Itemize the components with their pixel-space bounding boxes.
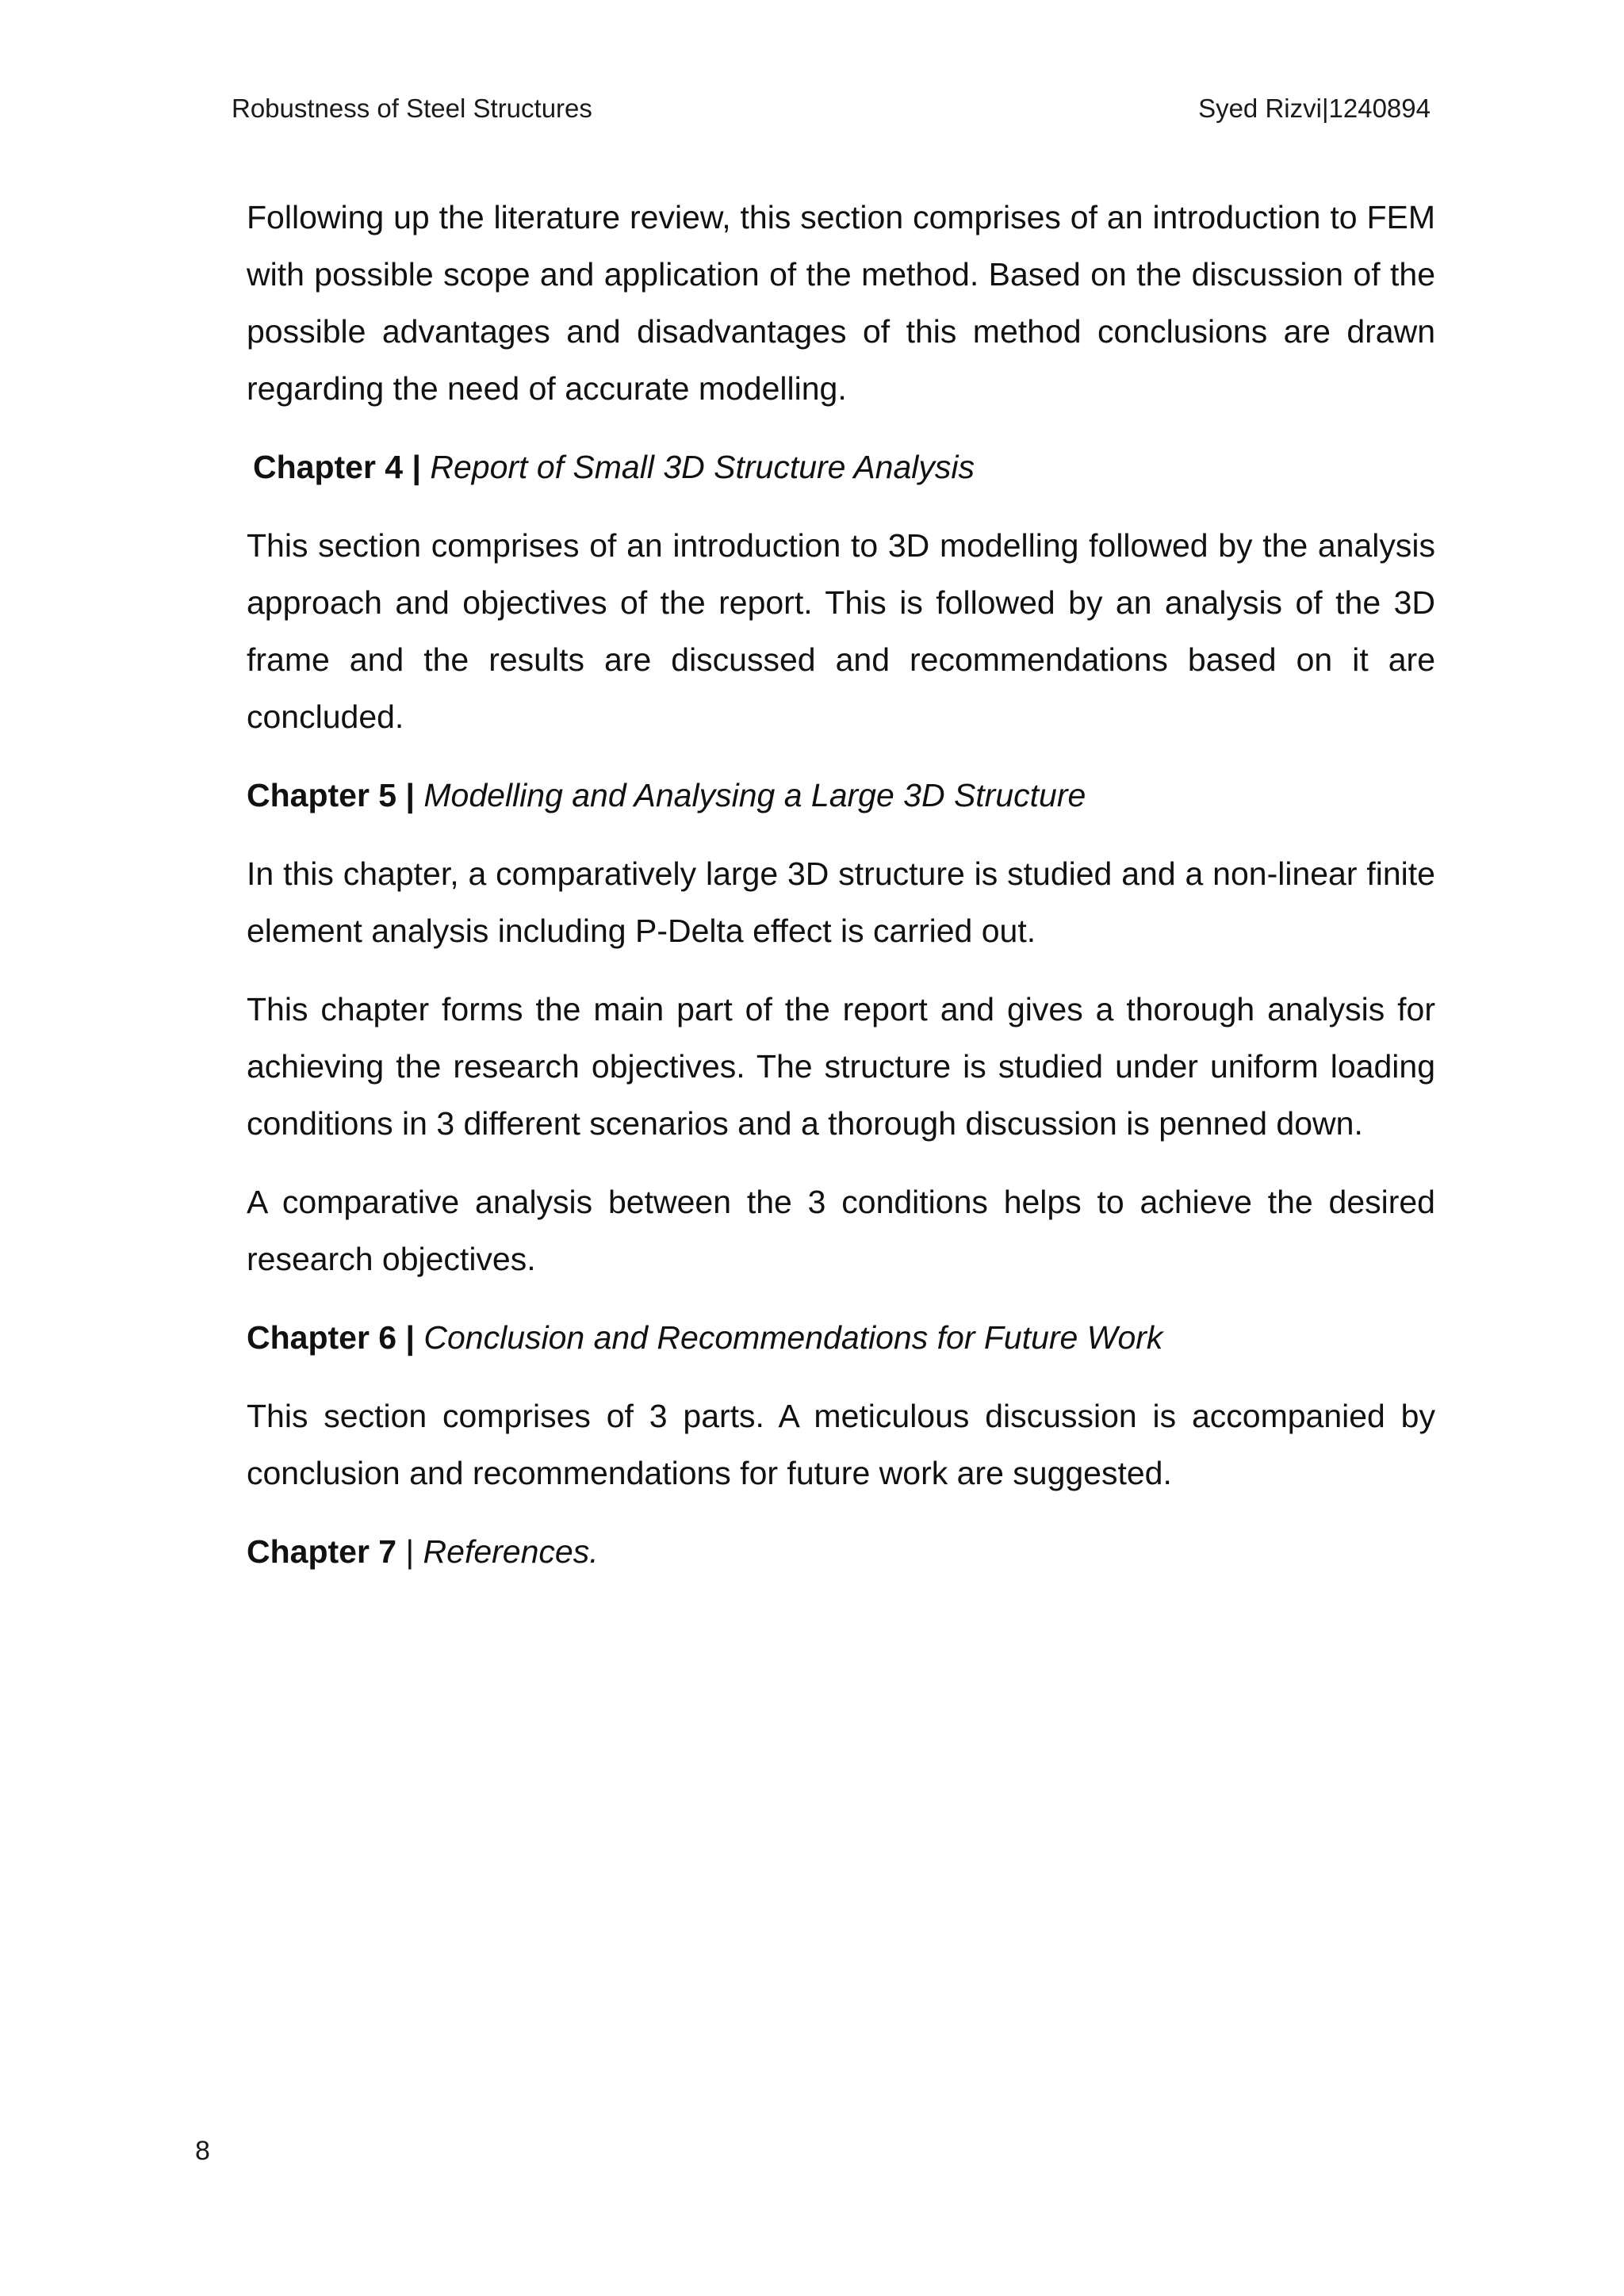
- chapter-7-separator: |: [396, 1533, 423, 1570]
- chapter-4-title: Report of Small 3D Structure Analysis: [430, 449, 975, 485]
- chapter-5-heading: [247, 767, 1435, 824]
- chapter-6-label: Chapter 6: [247, 1319, 397, 1356]
- page-body: [247, 189, 1435, 1601]
- chapter-6-heading: [247, 1309, 1435, 1366]
- chapter-6-separator: |: [396, 1319, 424, 1356]
- chapter-6-paragraph: This section comprises of 3 parts. A meticulous discussion is accompanied by conclusion and recommendations for future work are suggested.: [247, 1398, 1435, 1491]
- chapter-5-label: Chapter 5: [247, 777, 397, 813]
- chapter-4-heading: [247, 438, 1435, 496]
- chapter-5-paragraph-3: A comparative analysis between the 3 conditions helps to achieve the desired research objectives.: [247, 1184, 1435, 1277]
- chapter-5-separator: |: [396, 777, 424, 813]
- header-document-title: Robustness of Steel Structures: [232, 94, 592, 123]
- chapter-5-paragraph-2: This chapter forms the main part of the report and gives a thorough analysis for achieving the research objectives. The structure is studied under uniform loading conditions in 3 different scenarios and a thorough discussion is penned down.: [247, 991, 1435, 1142]
- header-author-id: Syed Rizvi|1240894: [1198, 94, 1431, 123]
- intro-paragraph: Following up the literature review, this section comprises of an introduction to FEM with possible scope and application of the method. Based on the discussion of the possible advantages and disadvantages of this method conclusions are drawn regarding the need of accurate modelling.: [247, 199, 1435, 407]
- chapter-6-title: Conclusion and Recommendations for Future Work: [423, 1319, 1163, 1356]
- chapter-5-paragraph-1: In this chapter, a comparatively large 3D structure is studied and a non-linear finite element analysis including P-Delta effect is carried out.: [247, 855, 1435, 949]
- page-header: [232, 94, 1431, 133]
- chapter-7-title: References.: [423, 1533, 599, 1570]
- chapter-4-paragraph: This section comprises of an introduction to 3D modelling followed by the analysis approach and objectives of the report. This is followed by an analysis of the 3D frame and the results are discussed and recommendations based on it are concluded.: [247, 527, 1435, 735]
- chapter-4-label: Chapter 4: [253, 449, 404, 485]
- chapter-7-heading: [247, 1523, 1435, 1580]
- chapter-5-title: Modelling and Analysing a Large 3D Structure: [423, 777, 1086, 813]
- chapter-7-label: Chapter 7: [247, 1533, 397, 1570]
- page-number: 8: [195, 2136, 210, 2166]
- chapter-4-separator: |: [403, 449, 431, 485]
